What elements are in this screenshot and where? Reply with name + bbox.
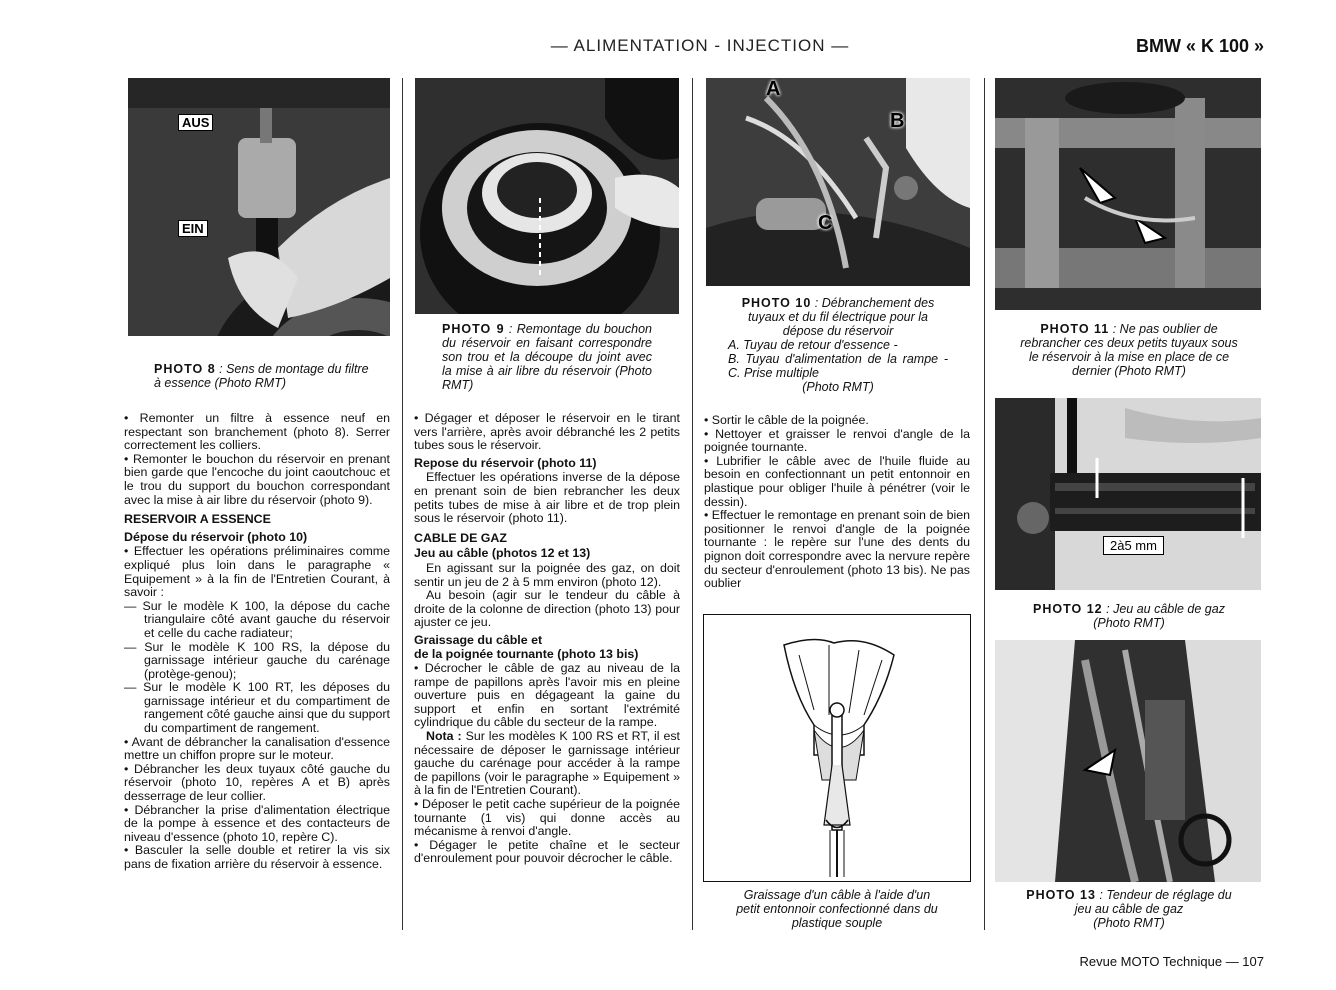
col2-para-5: • Décrocher le câble de gaz au niveau de la rampe de papillons après l'avoir mis en pleine ouverture puis en dégageant la gaine du support et enfin en sortant l'extrémité cylindrique du câble du secteur de la rampe.	[414, 661, 680, 730]
caption-photo-10-text3: B. Tuyau d'alimentation de la rampe - C. Prise multiple	[728, 352, 948, 380]
caption-photo-8-title: PHOTO 8	[154, 362, 216, 376]
page-section-title: — ALIMENTATION - INJECTION —	[550, 36, 850, 55]
caption-photo-13-text2: (Photo RMT)	[1093, 916, 1165, 930]
text-column-2	[414, 412, 680, 866]
photo-8-fuel-filter	[128, 78, 390, 336]
caption-photo-12	[1018, 602, 1240, 630]
illustration-cable-lubrication	[703, 614, 971, 882]
col1-para-7: • Basculer la selle double et retirer la vis six pans de fixation arrière du réservoir à essence.	[124, 843, 390, 871]
col2-heading-graissage-a: Graissage du câble et	[414, 632, 543, 647]
col2-para-1: • Dégager et déposer le réservoir en le tirant vers l'arrière, après avoir débranché les 2 petits tubes sous le réservoir.	[414, 411, 680, 453]
photo-10-label-a: A	[766, 78, 781, 100]
caption-photo-8-text: : Sens de montage du filtre à essence (Photo RMT)	[154, 362, 369, 390]
caption-photo-10-text1: : Débranchement des tuyaux et du fil électrique pour la dépose du réservoir	[748, 296, 935, 338]
photo-8-label-aus: AUS	[178, 114, 213, 131]
caption-photo-11	[1018, 322, 1240, 378]
caption-photo-12-title: PHOTO 12	[1033, 602, 1103, 616]
photo-13-image	[995, 640, 1261, 882]
photo-11-tank-tubes	[995, 78, 1261, 310]
caption-photo-13-text1: : Tendeur de réglage du jeu au câble de gaz	[1074, 888, 1232, 916]
photo-9-image	[415, 78, 679, 314]
col3-para-3: • Lubrifier le câble avec de l'huile fluide au besoin en confectionnant un petit entonnoir en plastique pour obliger l'huile à pénétrer (voir le dessin).	[704, 453, 970, 509]
photo-10-label-b: B	[890, 110, 905, 132]
photo-11-image	[995, 78, 1261, 310]
col1-heading-depose: Dépose du réservoir (photo 10)	[124, 529, 308, 544]
text-column-1	[124, 412, 390, 872]
col2-heading-jeu: Jeu au câble (photos 12 et 13)	[414, 546, 591, 561]
col2-heading-cable: CABLE DE GAZ	[414, 530, 507, 545]
caption-photo-11-title: PHOTO 11	[1040, 322, 1110, 336]
caption-photo-10	[728, 296, 948, 394]
column-rule-1	[402, 78, 403, 930]
col1-para-4: • Avant de débrancher la canalisation d'essence mettre un chiffon propre sur le moteur.	[124, 734, 390, 763]
photo-12-throttle-grip	[995, 398, 1261, 590]
photo-10-tank-hoses	[706, 78, 970, 286]
caption-photo-10-text4: (Photo RMT)	[802, 380, 874, 394]
col1-dash-1: — Sur le modèle K 100, la dépose du cache triangulaire côté avant gauche du réservoir et celle du cache radiateur;	[124, 598, 390, 640]
col2-para-3: En agissant sur la poignée des gaz, on doit sentir un jeu de 2 à 5 mm environ (photo 12).	[414, 560, 680, 589]
col2-para-8: • Dégager le petite chaîne et le secteur d'enroulement pour pouvoir décrocher le câble.	[414, 837, 680, 866]
caption-photo-8	[154, 362, 374, 390]
text-column-3	[704, 414, 970, 591]
col1-para-5: • Débrancher les deux tuyaux côté gauche du réservoir (photo 10, repères A et B) après desserrage de leur collier.	[124, 761, 390, 804]
photo-10-image	[706, 78, 970, 286]
col3-para-1: • Sortir le câble de la poignée.	[704, 413, 869, 427]
col2-para-6: Sur les modèles K 100 RS et RT, il est nécessaire de déposer le garnissage intérieur gauche du carénage pour accéder à la rampe de papillons (voir le paragraphe » Equipement » à la fin de l'Entretien Courant).	[414, 729, 680, 798]
photo-8-image	[128, 78, 390, 336]
col2-para-2: Effectuer les opérations inverse de la dépose en prenant soin de bien rebrancher les deux petits tubes de mise à air libre et de trop plein sous le réservoir (photo 11).	[414, 470, 680, 526]
caption-photo-9-text: : Remontage du bouchon du réservoir en faisant correspondre son trou et la découpe du joint avec la mise à air libre du réservoir (Photo RMT)	[442, 322, 652, 392]
col2-heading-repose: Repose du réservoir (photo 11)	[414, 455, 597, 470]
column-rule-3	[984, 78, 985, 930]
photo-13-cable-adjuster	[995, 640, 1261, 882]
column-rule-2	[692, 78, 693, 930]
caption-photo-12-text2: (Photo RMT)	[1093, 616, 1165, 630]
funnel-drawing	[704, 615, 970, 881]
col1-para-6: • Débrancher la prise d'alimentation électrique de la pompe à essence et des contacteurs de niveau d'essence (photo 10, repère C).	[124, 802, 390, 844]
caption-photo-10-title: PHOTO 10	[741, 296, 812, 310]
page-brand-title: BMW « K 100 »	[1135, 36, 1264, 56]
caption-photo-9-title: PHOTO 9	[442, 322, 505, 336]
col3-para-2: • Nettoyer et graisser le renvoi d'angle de la poignée tournante.	[704, 426, 970, 455]
photo-12-label-gap: 2à5 mm	[1103, 536, 1164, 555]
col1-para-1: • Remonter un filtre à essence neuf en respectant son branchement (photo 8). Serrer correctement les colliers.	[124, 411, 390, 453]
caption-photo-9	[442, 322, 652, 392]
caption-photo-13	[1018, 888, 1240, 930]
photo-8-label-ein: EIN	[178, 220, 208, 237]
photo-9-tank-cap	[415, 78, 679, 314]
photo-12-image	[995, 398, 1261, 590]
page-footer: Revue MOTO Technique — 107	[1079, 954, 1264, 969]
col1-para-3: • Effectuer les opérations préliminaires comme expliqué plus loin dans le paragraphe « Equipement » à la fin de l'Entretien Courant, à savoir :	[124, 544, 390, 600]
col2-nota-label: Nota :	[426, 729, 462, 744]
col2-para-7: • Déposer le petit cache supérieur de la poignée tournante (1 vis) qui donne accès au mécanisme à renvoi d'angle.	[414, 797, 680, 839]
col3-para-4: • Effectuer le remontage en prenant soin de bien positionner le renvoi d'angle de la poignée tournante : le repère sur l'une des dents du pignon doit correspondre avec la nervure repère du secteur d'enroulement (photo 13 bis). Ne pas oublier	[704, 508, 970, 591]
caption-photo-13-title: PHOTO 13	[1026, 888, 1096, 902]
col2-para-4: Au besoin (agir sur le tendeur du câble à droite de la colonne de direction (photo 13) pour ajuster ce jeu.	[414, 588, 680, 630]
col2-heading-graissage-b: de la poignée tournante (photo 13 bis)	[414, 646, 639, 661]
col1-dash-2: — Sur le modèle K 100 RS, la dépose du garnissage intérieur gauche du carénage (protège-genou);	[124, 639, 390, 681]
col1-dash-3: — Sur le modèle K 100 RT, les déposes du garnissage intérieur et du compartiment de rangement côté gauche ainsi que du support du compartiment de rangement.	[124, 680, 390, 736]
photo-10-label-c: C	[818, 212, 833, 234]
col1-para-2: • Remonter le bouchon du réservoir en prenant bien garde que l'encoche du joint caoutchouc et le trou du support du bouchon correspondant avec la mise à air libre du réservoir (photo 9).	[124, 451, 390, 507]
caption-illustration: Graissage d'un câble à l'aide d'un petit entonnoir confectionné dans du plastique souple	[736, 888, 938, 930]
caption-photo-11-text: : Ne pas oublier de rebrancher ces deux petits tuyaux sous le réservoir à la mise en place de ce dernier (Photo RMT)	[1020, 322, 1238, 378]
caption-photo-10-text2: A. Tuyau de retour d'essence -	[728, 338, 898, 352]
caption-photo-12-text1: : Jeu au câble de gaz	[1106, 602, 1225, 616]
col1-heading-reservoir: RESERVOIR A ESSENCE	[124, 512, 271, 527]
